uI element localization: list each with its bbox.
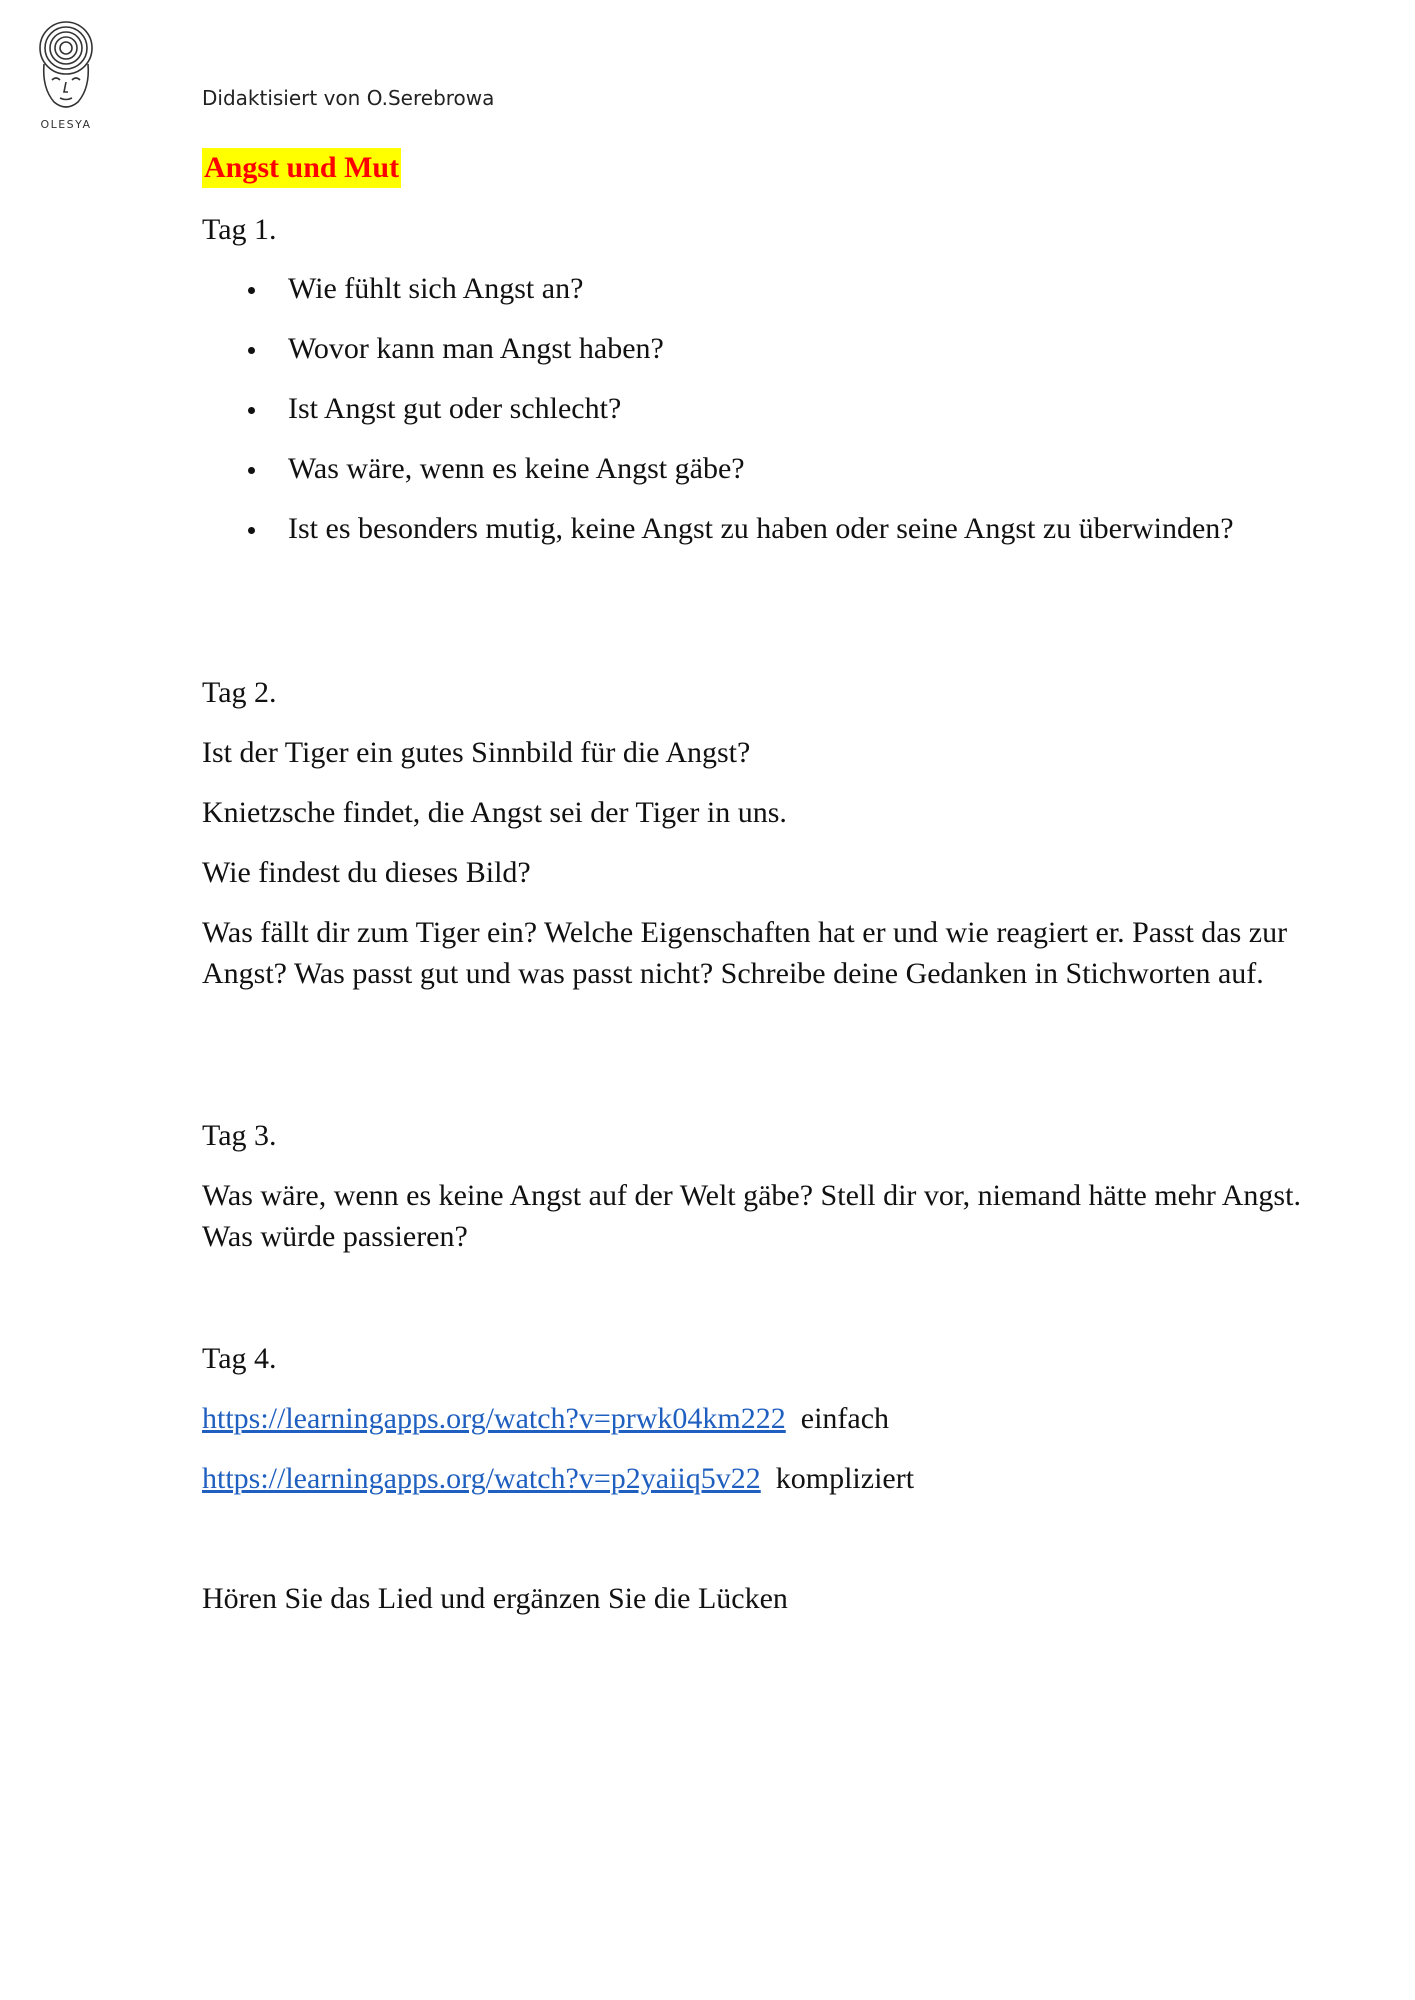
day4-instruction: Hören Sie das Lied und ergänzen Sie die Lücken [202, 1582, 788, 1615]
list-item [202, 388, 1242, 429]
bullet-icon [248, 407, 255, 414]
bullet-icon [248, 527, 255, 534]
bullet-icon [248, 467, 255, 474]
question-text: Was wäre, wenn es keine Angst gäbe? [288, 452, 745, 485]
question-text: Ist Angst gut oder schlecht? [288, 392, 622, 425]
day2-question: Ist der Tiger ein gutes Sinnbild für die Angst? [202, 736, 751, 769]
day3-task: Was wäre, wenn es keine Angst auf der Welt gäbe? Stell dir vor, niemand hätte mehr Angst. Was würde passieren? [202, 1179, 1301, 1253]
spiral-face-icon [26, 18, 106, 118]
question-text: Ist es besonders mutig, keine Angst zu haben oder seine Angst zu überwinden? [288, 512, 1234, 545]
learningapps-link-hard[interactable]: https://learningapps.org/watch?v=p2yaiiq5v22 [202, 1462, 761, 1495]
link-row [202, 1458, 914, 1499]
link-row [202, 1398, 889, 1439]
link-level-note: einfach [800, 1402, 890, 1435]
day2-question: Wie findest du dieses Bild? [202, 856, 531, 889]
header-note: Didaktisiert von O.Serebrowa [202, 86, 495, 110]
day2-label: Tag 2. [202, 676, 277, 709]
question-text: Wovor kann man Angst haben? [288, 332, 664, 365]
list-item [202, 268, 1242, 309]
day3-label: Tag 3. [202, 1119, 277, 1152]
learningapps-link-easy[interactable]: https://learningapps.org/watch?v=prwk04km222 [202, 1402, 786, 1435]
day2-task: Was fällt dir zum Tiger ein? Welche Eigenschaften hat er und wie reagiert er. Passt das zur Angst? Was passt gut und was passt nicht? Schreibe deine Gedanken in Stichworten auf. [202, 916, 1288, 990]
bullet-icon [248, 287, 255, 294]
day1-question-list [202, 268, 1242, 568]
list-item [202, 508, 1242, 549]
list-item [202, 328, 1242, 369]
bullet-icon [248, 347, 255, 354]
logo-text: OLESYA [40, 118, 92, 131]
olesya-logo [26, 18, 106, 138]
day2-statement: Knietzsche findet, die Angst sei der Tiger in uns. [202, 796, 787, 829]
page-title: Angst und Mut [202, 148, 401, 188]
day4-label: Tag 4. [202, 1342, 277, 1375]
link-level-note: kompliziert [775, 1462, 915, 1495]
list-item [202, 448, 1242, 489]
question-text: Wie fühlt sich Angst an? [288, 272, 584, 305]
day1-label: Tag 1. [202, 213, 277, 246]
